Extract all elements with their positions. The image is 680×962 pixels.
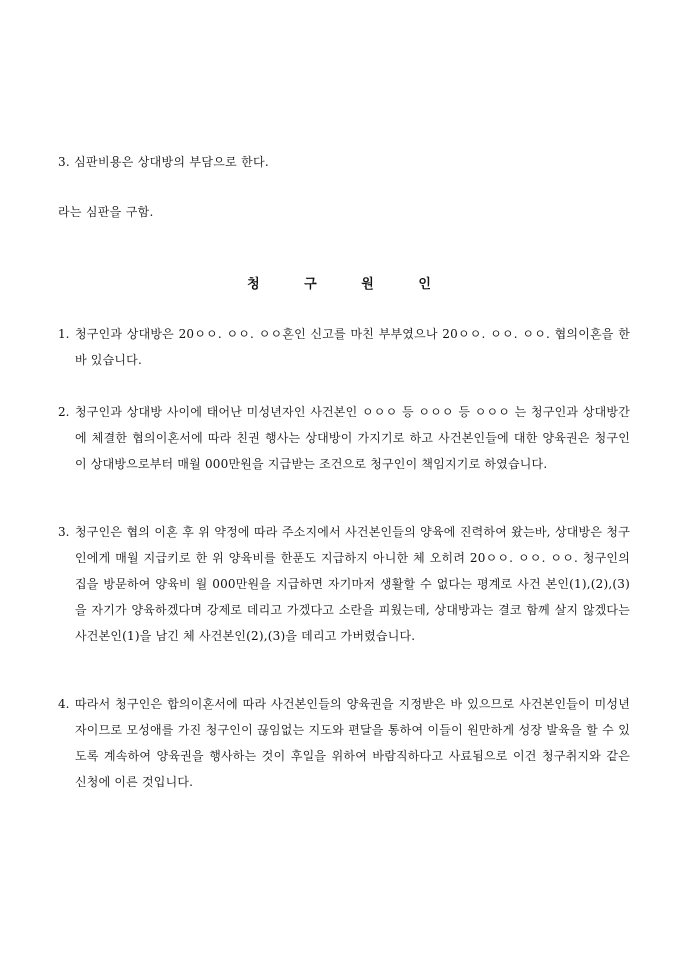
- cause-number: 4.: [58, 697, 70, 711]
- section-heading: 청 구 원 인: [247, 277, 451, 292]
- cause-number: 1.: [58, 327, 70, 341]
- cause-paragraph-1: [58, 326, 630, 374]
- cause-text: 따라서 청구인은 합의이혼서에 따라 사건본인들의 양육권을 지정받은 바 있으므로 사건본인들이 미성년자이므로 모성애를 가진 청구인이 끊임없는 지도와 편달을 통하여 이들이 원만하게 성장 발육을 할 수 있도록 계속하여 양육권을 행사하는 것이 후일을 위하여 바람직하다고 사료됨으로 이건 청구취지와 같은 신청에 이른 것입니다.: [75, 697, 630, 789]
- claim-item-3-cost: 3. 심판비용은 상대방의 부담으로 한다.: [58, 155, 270, 169]
- cause-paragraph-2: [58, 404, 630, 504]
- cause-paragraph-3: [58, 524, 630, 680]
- request-statement: 라는 심판을 구함.: [58, 205, 154, 219]
- cause-text: 청구인과 상대방 사이에 태어난 미성년자인 사건본인 ㅇㅇㅇ 등 ㅇㅇㅇ 등 ㅇㅇㅇ 는 청구인과 상대방간에 체결한 협의이혼서에 따라 친권 행사는 상대방이 가지기로 하고 사건본인들에 대한 양육권은 청구인이 상대방으로부터 매월 000만원을 지급받는 조건으로 청구인이 책임지기로 하였습니다.: [75, 405, 630, 471]
- cause-text: 청구인과 상대방은 20ㅇㅇ. ㅇㅇ. ㅇㅇ혼인 신고를 마친 부부였으나 20ㅇㅇ. ㅇㅇ. ㅇㅇ. 협의이혼을 한바 있습니다.: [75, 327, 630, 367]
- cause-number: 2.: [58, 405, 70, 419]
- cause-number: 3.: [58, 525, 70, 539]
- cause-text: 청구인은 협의 이혼 후 위 약정에 따라 주소지에서 사건본인들의 양육에 진력하여 왔는바, 상대방은 청구인에게 매월 지급키로 한 위 양육비를 한푼도 지급하지 아니한 체 오히려 20ㅇㅇ. ㅇㅇ. ㅇㅇ. 청구인의 집을 방문하여 양육비 월 000만원을 지급하면 자기마저 생활할 수 없다는 평계로 사건 본인(1),(2),(3)을 자기가 양육하겠다며 강제로 데리고 가겠다고 소란을 피웠는데, 상대방과는 결코 함께 살지 않겠다는 사건본인(1)을 남긴 체 사건본인(2),(3)을 데리고 가버렸습니다.: [75, 525, 630, 643]
- cause-paragraph-4: [58, 696, 630, 800]
